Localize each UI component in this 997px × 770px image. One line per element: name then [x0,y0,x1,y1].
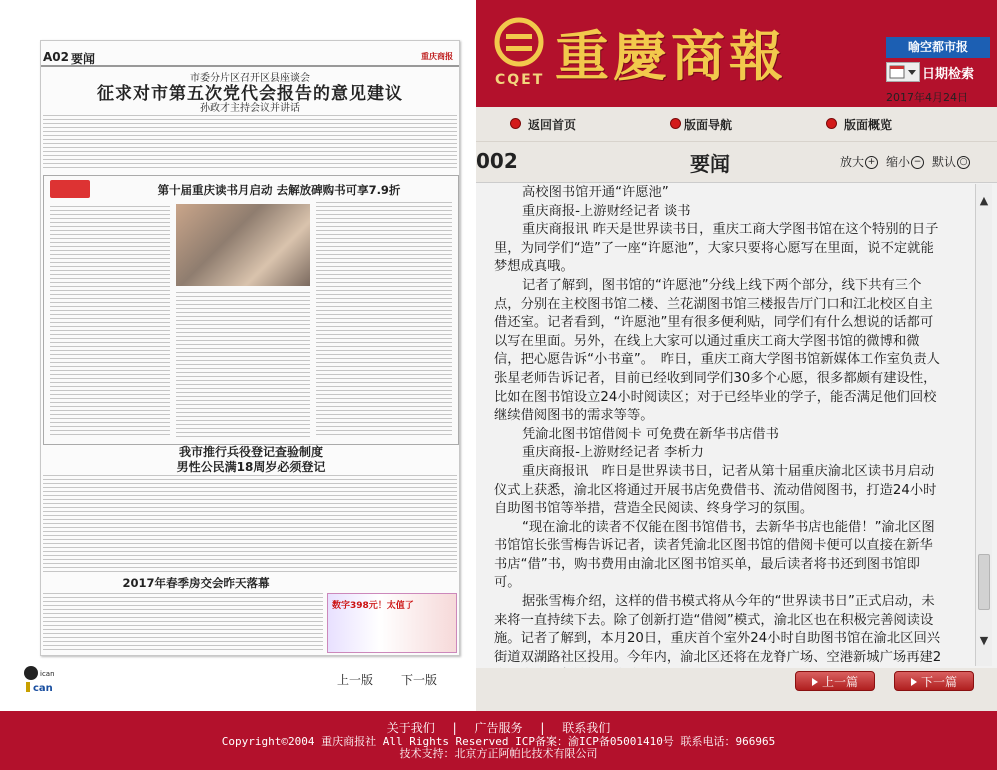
article-paragraph: 记者了解到，图书馆的“许愿池”分线上线下两个部分，线下共有三个点，分别在主校图书馆二楼、兰花湖图书馆三楼报告厅门口和江北校区自主借还室。记者看到，“许愿池”里有很多便利贴，同学们有什么想说的话都可以写在里面。另外，在线上大家可以通过重庆工商大学图书馆的微博和微信，把心愿告诉“小书童”。 昨日，重庆工商大学图书馆新媒体工作室负责人张星老师告诉记者，目前已经收到同学们30多个心愿，很多都颇有建设性，比如在图书馆设立24小时阅读区；对于已经毕业的学子，能否满足他们回校继续借阅图书的需求等等。 [494,277,940,424]
circle-icon: ○ [957,156,970,169]
zoom-in-label: 放大 [840,155,865,169]
reading-logo [50,180,90,198]
article-scrollbar[interactable] [975,184,992,666]
arrow-right-icon [812,678,818,686]
edition-name: 要闻 [690,152,730,176]
footer-ads-link[interactable]: 广告服务 [474,721,523,735]
text-columns [176,292,310,438]
page-kicker: 市委分片区召开区县座谈会 [190,73,310,84]
prev-article-button[interactable] [795,671,875,691]
svg-text:ican: ican [40,670,55,678]
conscription-headline-1[interactable]: 我市推行兵役登记查验制度 [178,445,323,459]
text-columns [316,202,452,438]
sister-paper-logo[interactable]: 喻空都市报 [886,37,990,58]
footer-copyright: Copyright©2004 重庆商报社 All Rights Reserved ICP备案：渝ICP备05001410号 联系电话：966965 [221,735,776,748]
zoom-out-label: 缩小 [886,155,911,169]
layout-dot-icon [670,118,681,129]
article-paragraph: “现在渝北的读者不仅能在图书馆借书，去新华书店也能借！”渝北区图书馆馆长张雪梅告诉记者，读者凭渝北区图书馆的借阅卡便可以直接在新华书店“借”书，购书费用由渝北区图书馆买单，最后读者将书还到图书馆即可。 [494,519,935,591]
article-paragraph: 重庆商报讯 昨天是世界读书日，重庆工商大学图书馆在这个特别的日子里，为同学们“造”了一座“许愿池”，大家只要将心愿写在里面，说不定就能梦想成真哦。 [494,222,939,275]
nav-home[interactable]: 返回首页 [528,118,577,132]
article-content [494,184,946,665]
home-dot-icon [510,118,521,129]
page-header [41,41,459,67]
page-code: A02 [43,50,69,64]
advertisement[interactable] [327,593,457,653]
newspaper-page-image[interactable] [40,40,460,656]
article-paragraph: 重庆商报-上游财经记者 谈书 [522,203,691,219]
overview-dot-icon [826,118,837,129]
next-page-link[interactable]: 下一版 [401,673,438,687]
brand-sub: CQET [495,72,545,88]
text-columns [43,593,323,653]
article-paragraph: 凭渝北图书馆借阅卡 可免费在新华书店借书 [522,426,779,442]
page-subline: 孙政才主持会议并讲话 [200,103,300,114]
reading-month-box[interactable] [43,175,459,445]
nav-layout[interactable]: 版面导航 [684,118,733,132]
reading-month-headline: 第十届重庆读书月启动 去解放碑购书可享7.9折 [157,183,401,197]
article-paragraph: 重庆商报讯 昨日是世界读书日，记者从第十届重庆渝北区读书月启动仪式上获悉，渝北区将通过开展书店免费借书、流动借阅图书，打造24小时自助图书馆等举措，营造全民阅读、终身学习的氛围。 [494,463,937,517]
prev-page-link[interactable]: 上一版 [337,673,374,687]
scroll-thumb[interactable] [978,554,990,610]
article-paragraph: 重庆商报-上游财经记者 李析力 [522,445,704,461]
arrow-right-icon [911,678,917,686]
minus-icon: − [911,156,924,169]
page-headline[interactable]: 征求对市第五次党代会报告的意见建议 [97,84,403,104]
date-search-label[interactable]: 日期检索 [922,67,975,82]
edition-number: 002 [476,149,518,173]
zoom-default-button[interactable] [932,153,970,170]
page-viewer [0,0,476,711]
calendar-icon[interactable] [886,62,920,82]
article-paragraph: 高校图书馆开通“许愿池” [522,185,669,200]
zoom-in-button[interactable] [840,153,878,170]
zoom-default-label: 默认 [932,155,957,169]
text-columns [43,475,457,573]
plus-icon: + [865,156,878,169]
footer-tech-support: 技术支持：北京方正阿帕比技术有限公司 [399,747,598,760]
svg-text:can: can [33,683,53,694]
scroll-up-icon[interactable]: ▲ [979,194,989,207]
footer-contact-link[interactable]: 联系我们 [562,721,611,735]
page-section: 要闻 [71,52,96,66]
ad-text: 数字398元！太值了 [332,601,414,611]
text-columns [43,115,457,171]
scroll-down-icon[interactable]: ▼ [979,634,989,647]
housing-fair-headline[interactable]: 2017年春季房交会昨天落幕 [122,576,270,590]
conscription-headline-2[interactable]: 男性公民满18周岁必须登记 [176,460,326,474]
next-article-button[interactable] [894,671,974,691]
nav-overview[interactable]: 版面概览 [844,118,893,132]
footer-about-link[interactable]: 关于我们 [386,721,435,735]
zoom-out-button[interactable] [886,153,924,170]
article-paragraph: 据张雪梅介绍，这样的借书模式将从今年的“世界读书日”正式启动，未来将一直持续下去。除了创新打造“借阅”模式，渝北区也在积极完善阅读设施。记者了解到，本月20日，重庆首个室外24小时自助图书馆在渝北区回兴街道双湖路社区投用。今年内，渝北区还将在龙脊广场、空港新城广场再建2 [494,594,942,665]
prev-article-label: 上一篇 [821,675,858,689]
next-article-label: 下一篇 [920,675,957,689]
news-photo [176,204,310,286]
page-logo: 重庆商报 [421,52,453,61]
footer-separator: | [540,721,545,735]
current-date: 2017年4月24日 [886,91,968,104]
ican-logo-icon [22,664,70,694]
text-columns [50,206,170,436]
footer-separator: | [452,721,457,735]
brand-name: 重慶商報 [555,24,787,88]
cqet-logo-icon [492,18,546,66]
